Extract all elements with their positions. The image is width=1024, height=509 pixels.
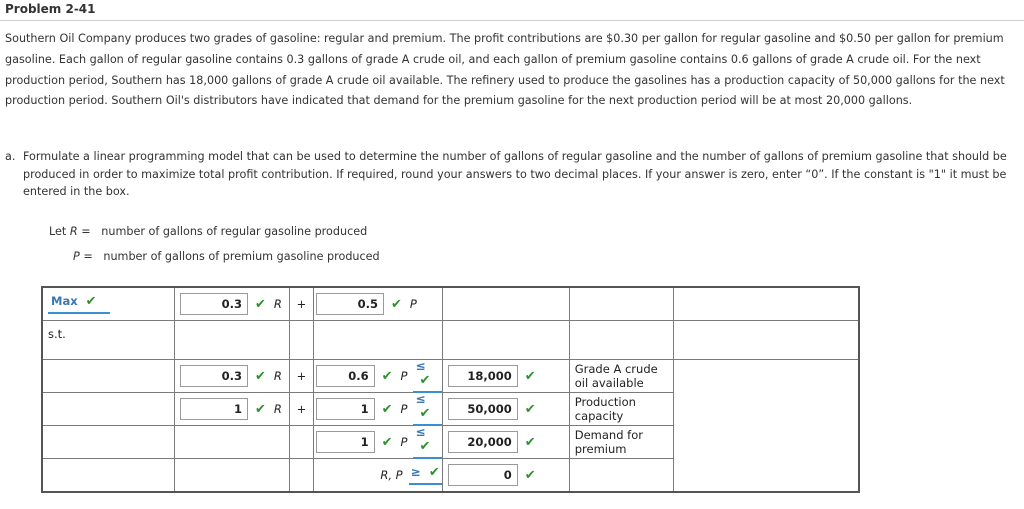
empty-cell <box>175 321 290 360</box>
part-a-label: a. <box>5 150 16 163</box>
c2-coef-p-input[interactable]: 1 <box>316 398 375 420</box>
problem-statement: Southern Oil Company produces two grades of gasoline: regular and premium. The profit contributions are $0.30 per gallon for regular gasoline and $0.50 per gallon for premium gasoline. Each gallon of regular gasoline contains 0.3 gallons of grade A crude oil, and each gallon of premium gasoline contains 0.6 gallons of grade A crude oil. For the next production period, Southern has 18,000 gallons of grade A crude oil available. The refinery used to produce the gasolines has a production capacity of 50,000 gallons for the next production period. Southern Oil's distributors have indicated that demand for the premium gasoline for the next production period will be at most 20,000 gallons. <box>5 32 1005 108</box>
empty-cell <box>290 459 314 493</box>
objective-type-cell <box>42 287 175 321</box>
equals-sign: = <box>81 225 91 238</box>
problem-title: Problem 2-41 <box>5 2 96 16</box>
c1-rhs-input[interactable]: 18,000 <box>448 365 518 387</box>
nonneg-rhs-input[interactable]: 0 <box>448 464 518 486</box>
empty-cell <box>442 287 569 321</box>
c3-description: Demand for premium <box>569 426 673 459</box>
plus-sign: + <box>290 393 314 426</box>
check-icon: ✔ <box>524 467 536 483</box>
check-icon: ✔ <box>255 296 266 312</box>
c1-sign-select[interactable] <box>413 359 441 393</box>
plus-sign: + <box>290 287 314 321</box>
var-r-symbol: R <box>69 225 78 238</box>
check-icon: ✔ <box>381 401 393 417</box>
objective-type-value: Max <box>51 294 78 308</box>
c2-coef-r-input[interactable]: 1 <box>180 398 248 420</box>
check-icon: ✔ <box>419 373 431 388</box>
var-r-label: R <box>273 297 282 311</box>
c1-coef-p-input[interactable]: 0.6 <box>316 365 375 387</box>
obj-coef-r-cell <box>175 287 290 321</box>
constraint-row-demand <box>42 426 859 459</box>
empty-cell <box>42 393 175 426</box>
var-p-label: P <box>400 369 408 383</box>
part-a-text: Formulate a linear programming model that can be used to determine the number of gallons of regular gasoline and the number of gallons of premium gasoline that should be produced in order to maximize total profit contribution. If required, round your answers to two decimal places. If your answer is zero, enter “0”. If the constant is "1" it must be entered in the box. <box>23 150 1007 198</box>
check-icon: ✔ <box>381 434 393 450</box>
check-icon: ✔ <box>255 401 266 417</box>
empty-cell <box>569 459 673 493</box>
empty-cell <box>673 287 859 321</box>
c3-sign-value: ≤ <box>415 425 426 439</box>
empty-cell <box>42 426 175 459</box>
definition-p <box>73 250 380 263</box>
c1-sign-value: ≤ <box>415 359 426 373</box>
var-p-label: P <box>400 435 408 449</box>
empty-cell <box>42 459 175 493</box>
check-icon: ✔ <box>524 368 536 384</box>
definition-r <box>49 225 367 238</box>
empty-cell <box>290 426 314 459</box>
empty-cell <box>569 321 673 360</box>
obj-coef-p-input[interactable]: 0.5 <box>316 293 384 315</box>
c2-description: Production capacity <box>569 393 673 426</box>
empty-cell <box>314 321 443 360</box>
nonneg-sign-value: ≥ <box>410 465 421 479</box>
c2-sign-value: ≤ <box>415 392 426 406</box>
constraint-row-capacity <box>42 393 859 426</box>
obj-coef-p-cell <box>314 287 443 321</box>
nonnegativity-row <box>42 459 859 493</box>
empty-cell <box>175 459 290 493</box>
c3-sign-select[interactable] <box>413 425 441 459</box>
check-icon: ✔ <box>391 296 402 312</box>
c2-rhs-input[interactable]: 50,000 <box>448 398 518 420</box>
empty-cell <box>442 321 569 360</box>
let-word: Let <box>49 225 67 238</box>
var-p-label: P <box>400 402 408 416</box>
check-icon: ✔ <box>524 434 536 450</box>
plus-sign: + <box>290 360 314 393</box>
var-p-symbol: P <box>73 250 80 263</box>
c1-description: Grade A crude oil available <box>569 360 673 393</box>
check-icon: ✔ <box>85 294 97 309</box>
c2-sign-select[interactable] <box>413 392 441 426</box>
check-icon: ✔ <box>255 368 266 384</box>
empty-cell <box>569 287 673 321</box>
check-icon: ✔ <box>524 401 536 417</box>
check-icon: ✔ <box>381 368 393 384</box>
var-r-label: R <box>273 402 282 416</box>
check-icon: ✔ <box>419 439 431 454</box>
part-a-instructions <box>5 148 1013 201</box>
c3-coef-p-input[interactable]: 1 <box>316 431 375 453</box>
empty-cell <box>673 321 859 360</box>
nonneg-sign-select[interactable] <box>409 465 442 485</box>
definition-r-text: number of gallons of regular gasoline produced <box>101 225 368 238</box>
var-p-label: P <box>409 297 417 311</box>
definition-p-text: number of gallons of premium gasoline produced <box>103 250 380 263</box>
var-r-label: R <box>273 369 282 383</box>
objective-type-select[interactable] <box>48 294 110 314</box>
lp-model-table <box>41 286 860 493</box>
check-icon: ✔ <box>428 465 440 480</box>
objective-row <box>42 287 859 321</box>
st-row <box>42 321 859 360</box>
equals-sign: = <box>83 250 93 263</box>
constraint-row-crude <box>42 360 859 393</box>
title-divider <box>0 20 1024 21</box>
st-label: s.t. <box>42 321 175 360</box>
empty-cell <box>42 360 175 393</box>
empty-cell <box>290 321 314 360</box>
empty-cell <box>175 426 290 459</box>
obj-coef-r-input[interactable]: 0.3 <box>180 293 248 315</box>
c1-coef-r-input[interactable]: 0.3 <box>180 365 248 387</box>
check-icon: ✔ <box>419 406 431 421</box>
nonneg-vars-label: R, P <box>380 468 403 482</box>
c3-rhs-input[interactable]: 20,000 <box>448 431 518 453</box>
